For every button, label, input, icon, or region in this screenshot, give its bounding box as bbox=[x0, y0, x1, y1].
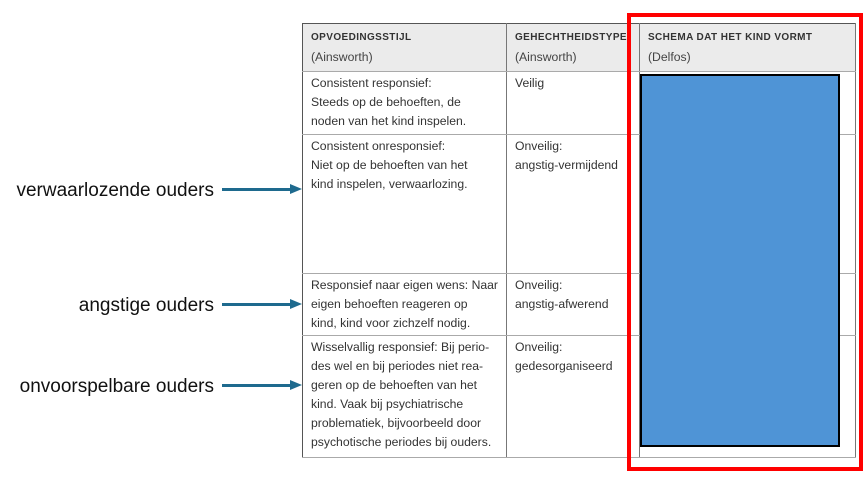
highlight-frame bbox=[627, 13, 863, 471]
annotation-onvoorspelbare-ouders: onvoorspelbare ouders bbox=[19, 376, 214, 397]
cell-type: Onveilig: gedesorganiseerd bbox=[506, 336, 639, 458]
cell-style: Consistent onresponsief: Niet op de behoeften van het kind inspelen, verwaarlozing. bbox=[303, 135, 507, 274]
cell-type: Veilig bbox=[506, 72, 639, 135]
column-header-opvoedingsstijl: OPVOEDINGSSTIJL (Ainsworth) bbox=[303, 24, 507, 72]
annotation-angstige-ouders: angstige ouders bbox=[78, 295, 214, 316]
cell-type: Onveilig: angstig-afwerend bbox=[506, 274, 639, 336]
column-header-schema: SCHEMA DAT HET KIND VORMT (Delfos) bbox=[639, 24, 855, 72]
annotation-verwaarlozende-ouders: verwaarlozende ouders bbox=[16, 180, 214, 201]
column-header-gehechtheidstype: GEHECHTHEIDSTYPE (Ainsworth) bbox=[506, 24, 639, 72]
cell-style: Consistent responsief: Steeds op de behoeften, de noden van het kind inspelen. bbox=[303, 72, 507, 135]
arrow-right-icon bbox=[222, 380, 302, 392]
cell-style: Responsief naar eigen wens: Naar eigen behoeften reageren op kind, kind voor zichzelf nodig. bbox=[303, 274, 507, 336]
cell-type: Onveilig: angstig-vermijdend bbox=[506, 135, 639, 274]
arrow-right-icon bbox=[222, 184, 302, 196]
cell-style: Wisselvallig responsief: Bij perio- des wel en bij periodes niet rea- geren op de behoeften van het kind. Vaak bij psychiatrische problematiek, bijvoorbeeld door psychotische periodes bij ouders. bbox=[303, 336, 507, 458]
arrow-right-icon bbox=[222, 299, 302, 311]
